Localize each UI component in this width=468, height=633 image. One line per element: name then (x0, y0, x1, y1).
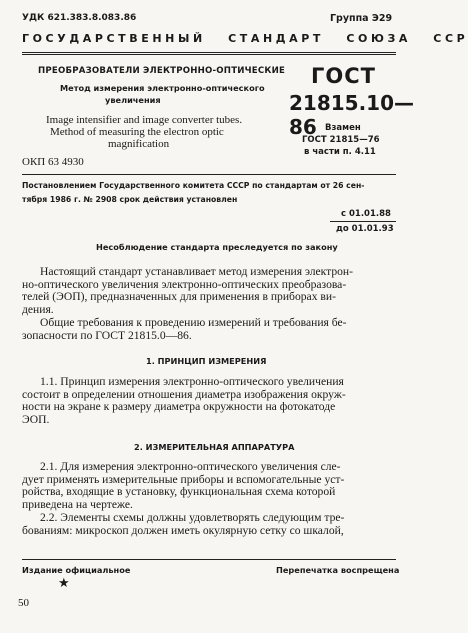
section1-line: ЭОП. (22, 412, 50, 426)
section2-line: 2.2. Элементы схемы должны удовлетворять следующим тре- (40, 511, 345, 524)
footer-rule (22, 559, 396, 560)
general-requirements (22, 317, 396, 342)
section2-paragraph2 (22, 512, 396, 537)
intro-paragraph (22, 266, 396, 316)
section2-heading: 2. ИЗМЕРИТЕЛЬНАЯ АППАРАТУРА (134, 442, 295, 452)
section2-line: 2.1. Для измерения электронно-оптического увеличения сле- (40, 460, 341, 473)
section1-line: состоит в определении отношения диаметра изображения окруж- (22, 387, 346, 401)
replaces-part: в части п. 4.11 (304, 147, 376, 157)
legal-warning: Несоблюдение стандарта преследуется по закону (96, 242, 338, 252)
group-code: Группа Э29 (330, 13, 393, 24)
header-rule-top (22, 52, 396, 53)
star-mark: ★ (58, 575, 70, 590)
section1-line: ности на экране к размеру диаметра окружности на фотокатоде (22, 400, 336, 414)
reprint-prohibited: Перепечатка воспрещена (276, 565, 400, 575)
standard-subtitle-line1: Метод измерения электронно-оптического (60, 83, 265, 93)
valid-from-underline (330, 221, 396, 222)
official-edition: Издание официальное (22, 565, 131, 575)
standard-subtitle-line2: увеличения (105, 95, 161, 105)
gost-label: ГОСТ (311, 64, 376, 88)
section1-paragraph (22, 376, 396, 426)
intro-line: телей (ЭОП), предназначенных для применения в приборах ви- (22, 290, 336, 304)
intro-line: дения. (22, 302, 54, 316)
section2-line: приведена на чертеже. (22, 497, 133, 511)
valid-to: до 01.01.93 (336, 224, 394, 234)
intro-line: Настоящий стандарт устанавливает метод измерения электрон- (40, 265, 354, 278)
section2-line: бованиям: микроскоп должен иметь окулярную сетку со шкалой, (22, 523, 344, 537)
decree-line2: тября 1986 г. № 2908 срок действия установлен (22, 195, 238, 204)
page-number: 50 (18, 597, 29, 609)
gost-number: 21815.10—86 (289, 91, 415, 139)
standard-title: ПРЕОБРАЗОВАТЕЛИ ЭЛЕКТРОННО-ОПТИЧЕСКИЕ (38, 66, 286, 76)
section2-paragraph1 (22, 461, 396, 511)
valid-from: с 01.01.88 (341, 209, 391, 219)
replaces-label: Взамен (325, 123, 361, 133)
english-title-line1: Image intensifier and image converter tubes. (46, 114, 243, 126)
section2-line: дует применять измерительные приборы и вспомогательные уст- (22, 472, 345, 486)
section2-line: ройства, входящие в установку, функциональная схема которой (22, 485, 336, 499)
okp-code: ОКП 63 4930 (22, 156, 84, 168)
general-line: зопасности по ГОСТ 21815.0—86. (22, 328, 192, 342)
udk-code: УДК 621.383.8.083.86 (22, 13, 137, 23)
section1-line: 1.1. Принцип измерения электронно-оптического увеличения (40, 375, 344, 388)
title-separator (22, 174, 396, 175)
section1-heading: 1. ПРИНЦИП ИЗМЕРЕНИЯ (146, 356, 267, 366)
intro-line: но-оптического увеличения электронно-оптических преобразова- (22, 277, 347, 291)
english-title-line2: Method of measuring the electron optic (50, 126, 224, 138)
general-line: Общие требования к проведению измерений и требования бе- (40, 316, 347, 329)
decree-line1: Постановлением Государственного комитета СССР по стандартам от 26 сен- (22, 181, 365, 190)
agency-title: ГОСУДАРСТВЕННЫЙ СТАНДАРТ СОЮЗА ССР (22, 32, 468, 45)
replaces-standard: ГОСТ 21815—76 (302, 135, 380, 145)
header-rule-bottom (22, 54, 396, 55)
english-title-line3: magnification (108, 138, 170, 150)
